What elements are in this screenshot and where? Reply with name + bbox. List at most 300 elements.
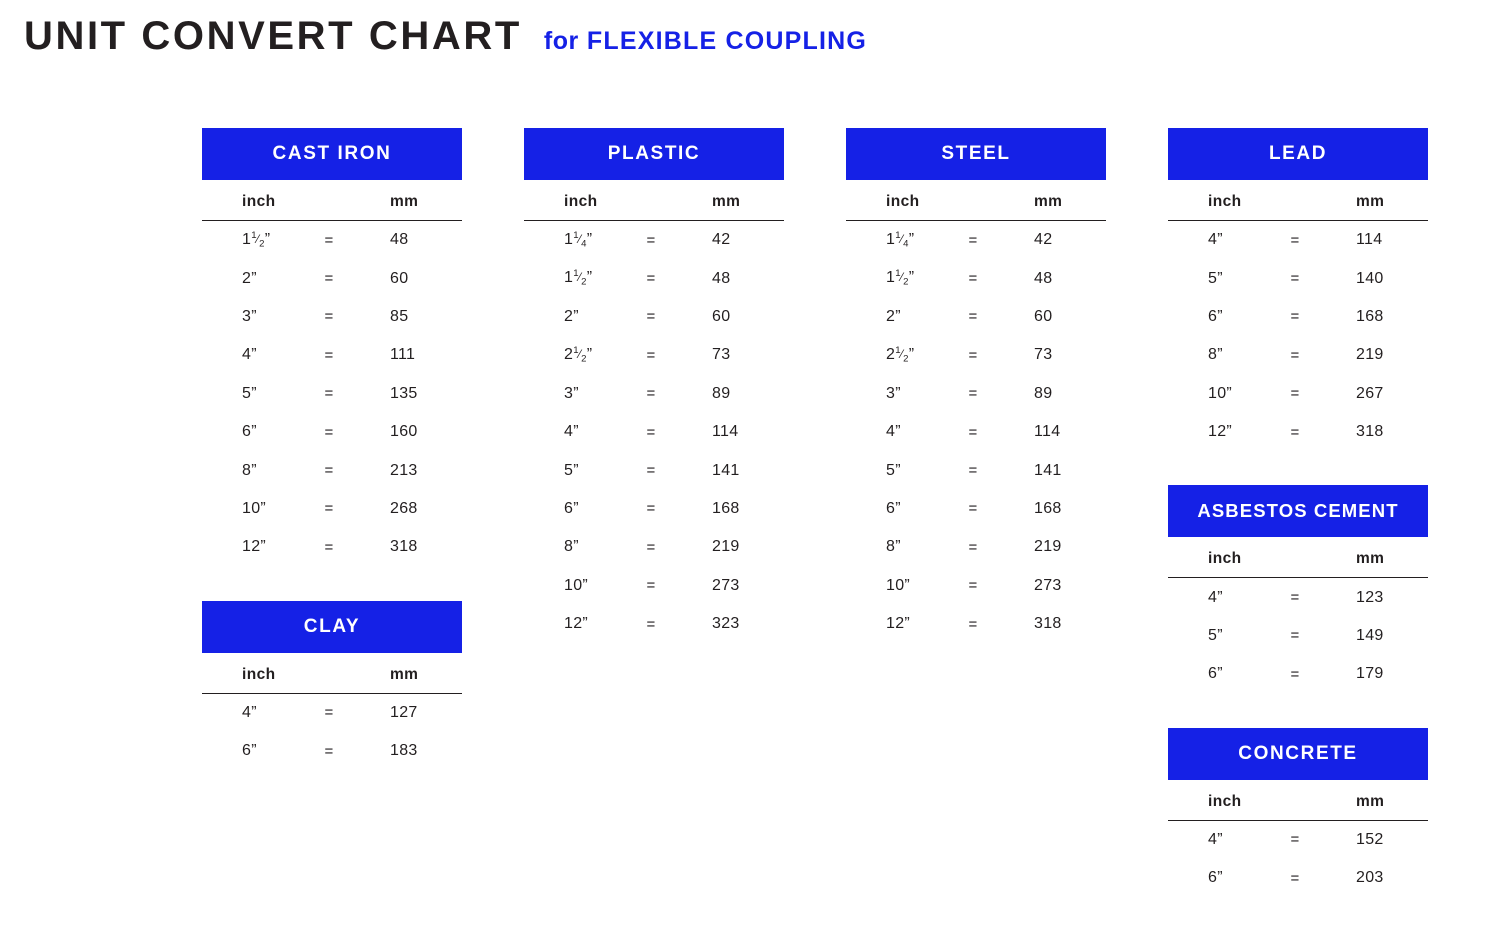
- cell-equals: =: [1290, 385, 1300, 403]
- table-row: [202, 259, 462, 297]
- cell-inch-unit: ”: [586, 345, 593, 363]
- cell-mm: 318: [1356, 423, 1384, 441]
- cell-equals: =: [968, 385, 978, 403]
- table-column-headers: [1168, 180, 1428, 221]
- table-row: [846, 221, 1106, 259]
- table-lead: [1168, 128, 1428, 451]
- cell-inch: [846, 308, 944, 326]
- table-row: [524, 298, 784, 336]
- cell-equals: =: [646, 462, 656, 480]
- cell-inch-unit: ”: [1217, 346, 1223, 364]
- table-clay: [202, 601, 462, 771]
- cell-inch-whole: 6: [242, 423, 252, 441]
- cell-mm: 85: [390, 307, 409, 325]
- cell-equals: =: [324, 346, 334, 364]
- cell-inch-whole: 2: [564, 307, 574, 325]
- page-title-main: UNIT CONVERT CHART: [24, 14, 522, 58]
- column-header-inch: inch: [886, 193, 920, 210]
- table-column-headers: [202, 653, 462, 694]
- cell-inch-fraction: $^1⁄_2$: [251, 229, 265, 249]
- cell-inch-unit: ”: [260, 538, 267, 556]
- cell-mm: 168: [712, 499, 740, 517]
- cell-equals: =: [324, 308, 334, 326]
- cell-mm: 323: [712, 615, 740, 633]
- chart-column-4: [1168, 128, 1490, 897]
- cell-mm: 267: [1356, 384, 1384, 402]
- cell-equals: =: [968, 231, 978, 249]
- cell-inch: [524, 231, 622, 250]
- cell-inch-whole: 1: [886, 230, 896, 248]
- cell-inch-unit: ”: [264, 230, 271, 248]
- cell-mm: 168: [1356, 307, 1384, 325]
- table-row: [202, 451, 462, 489]
- cell-inch-unit: ”: [573, 461, 579, 479]
- cell-inch-whole: 4: [242, 346, 252, 364]
- cell-inch-whole: 4: [1208, 830, 1218, 848]
- cell-inch-unit: ”: [1226, 384, 1233, 402]
- cell-inch-whole: 1: [564, 230, 574, 248]
- table-concrete: [1168, 728, 1428, 898]
- chart-columns: [0, 128, 1490, 897]
- cell-inch-fraction: $^1⁄_4$: [573, 229, 587, 249]
- cell-inch: [846, 385, 944, 403]
- cell-inch-whole: 5: [886, 461, 896, 479]
- cell-equals: =: [646, 615, 656, 633]
- cell-inch-unit: ”: [895, 538, 901, 556]
- cell-inch-unit: ”: [573, 384, 579, 402]
- cell-inch-unit: ”: [1226, 423, 1233, 441]
- cell-inch-whole: 8: [242, 461, 252, 479]
- cell-equals: =: [968, 270, 978, 288]
- cell-equals: =: [646, 346, 656, 364]
- cell-equals: =: [1290, 231, 1300, 249]
- table-row: [846, 298, 1106, 336]
- cell-mm: 48: [390, 231, 409, 249]
- table-row: [524, 605, 784, 643]
- table-row: [846, 528, 1106, 566]
- table-plastic: [524, 128, 784, 643]
- cell-inch: [524, 346, 622, 365]
- table-row: [524, 490, 784, 528]
- cell-inch: [1168, 589, 1266, 607]
- cell-inch-unit: ”: [573, 538, 579, 556]
- cell-inch: [524, 500, 622, 518]
- cell-inch: [202, 270, 300, 288]
- table-row: [524, 336, 784, 374]
- table-row: [1168, 821, 1428, 859]
- cell-equals: =: [646, 270, 656, 288]
- cell-mm: 219: [1356, 346, 1384, 364]
- cell-mm: 114: [1034, 423, 1061, 441]
- table-row: [524, 413, 784, 451]
- cell-inch-unit: ”: [895, 461, 901, 479]
- cell-inch-whole: 10: [242, 499, 261, 517]
- column-header-inch: inch: [242, 193, 276, 210]
- cell-mm: 273: [1034, 576, 1062, 594]
- cell-inch: [524, 269, 622, 288]
- table-row: [202, 375, 462, 413]
- cell-inch: [1168, 627, 1266, 645]
- cell-mm: 268: [390, 499, 418, 517]
- cell-inch-unit: ”: [251, 742, 257, 760]
- cell-inch: [202, 500, 300, 518]
- page-title-subtitle-for: for: [543, 27, 579, 55]
- table-column-headers: [846, 180, 1106, 221]
- column-header-inch: inch: [242, 665, 276, 683]
- table-row: [202, 413, 462, 451]
- cell-inch-whole: 12: [1208, 423, 1227, 441]
- table-row: [202, 694, 462, 732]
- cell-equals: =: [324, 462, 334, 480]
- table-steel: [846, 128, 1106, 643]
- cell-inch-unit: ”: [582, 576, 589, 594]
- cell-equals: =: [968, 423, 978, 441]
- cell-inch-unit: ”: [586, 268, 593, 286]
- cell-mm: 60: [390, 269, 409, 287]
- cell-inch: [846, 346, 944, 365]
- table-row: [1168, 336, 1428, 374]
- cell-inch: [524, 385, 622, 403]
- table-row: [1168, 259, 1428, 297]
- cell-mm: 111: [390, 346, 416, 364]
- cell-inch: [846, 269, 944, 288]
- cell-equals: =: [1290, 665, 1300, 683]
- cell-mm: 152: [1356, 830, 1384, 848]
- page-title-subtitle: [544, 27, 867, 56]
- cell-inch: [202, 231, 300, 250]
- cell-inch: [1168, 308, 1266, 326]
- cell-inch: [846, 462, 944, 480]
- cell-inch-unit: ”: [1217, 231, 1223, 249]
- table-row: [846, 605, 1106, 643]
- cell-inch-whole: 1: [886, 268, 896, 286]
- cell-equals: =: [968, 500, 978, 518]
- cell-mm: 89: [1034, 384, 1053, 402]
- cell-inch-fraction: $^1⁄_2$: [895, 344, 909, 365]
- cell-inch-unit: ”: [260, 499, 267, 517]
- cell-inch: [524, 462, 622, 480]
- cell-equals: =: [646, 538, 656, 556]
- table-row: [524, 221, 784, 259]
- cell-inch-whole: 2: [242, 269, 252, 287]
- cell-inch-whole: 2: [886, 307, 896, 325]
- cell-inch-unit: ”: [1217, 269, 1223, 287]
- cell-mm: 219: [712, 538, 740, 556]
- table-row: [846, 259, 1106, 297]
- cell-mm: 141: [712, 461, 740, 479]
- cell-inch-unit: ”: [251, 423, 257, 441]
- cell-equals: =: [1290, 423, 1300, 441]
- cell-inch-whole: 3: [564, 384, 574, 402]
- table-title: PLASTIC: [524, 128, 784, 180]
- cell-inch-whole: 10: [564, 576, 583, 594]
- cell-inch-whole: 12: [242, 538, 261, 556]
- cell-inch-unit: ”: [582, 615, 589, 633]
- cell-equals: =: [646, 231, 656, 249]
- column-header-mm: mm: [1356, 550, 1385, 568]
- cell-inch: [846, 500, 944, 518]
- cell-inch-unit: ”: [908, 345, 915, 363]
- cell-equals: =: [1290, 308, 1300, 326]
- cell-inch: [1168, 831, 1266, 849]
- table-column-headers: [524, 180, 784, 221]
- cell-equals: =: [1290, 589, 1300, 607]
- cell-inch-whole: 3: [242, 307, 252, 325]
- table-row: [524, 375, 784, 413]
- cell-inch-unit: ”: [904, 576, 911, 594]
- chart-column-2: [524, 128, 846, 897]
- column-header-mm: mm: [1356, 193, 1385, 210]
- cell-equals: =: [646, 385, 656, 403]
- cell-inch: [202, 308, 300, 326]
- table-title: ASBESTOS CEMENT: [1168, 485, 1428, 537]
- cell-inch-whole: 5: [242, 384, 252, 402]
- cell-inch-unit: ”: [251, 703, 257, 721]
- cell-mm: 42: [712, 231, 731, 249]
- table-title: CLAY: [202, 601, 462, 653]
- cell-inch: [202, 423, 300, 441]
- table-title: CAST IRON: [202, 128, 462, 180]
- cell-equals: =: [646, 308, 656, 326]
- cell-inch-unit: ”: [573, 499, 579, 517]
- table-row: [1168, 375, 1428, 413]
- cell-equals: =: [646, 500, 656, 518]
- column-header-mm: mm: [1034, 193, 1063, 210]
- chart-column-3: [846, 128, 1168, 897]
- cell-inch-whole: 3: [886, 384, 896, 402]
- column-header-mm: mm: [712, 193, 741, 210]
- cell-mm: 141: [1034, 461, 1062, 479]
- cell-inch: [202, 704, 300, 722]
- cell-inch: [846, 231, 944, 250]
- cell-inch: [202, 385, 300, 403]
- cell-inch-unit: ”: [904, 615, 911, 633]
- cell-inch-whole: 5: [564, 461, 574, 479]
- cell-equals: =: [646, 423, 656, 441]
- cell-inch-whole: 10: [1208, 384, 1227, 402]
- cell-equals: =: [968, 538, 978, 556]
- column-header-inch: inch: [1208, 550, 1242, 568]
- cell-inch-whole: 8: [564, 538, 574, 556]
- cell-inch-whole: 6: [1208, 869, 1218, 887]
- cell-inch-unit: ”: [1217, 307, 1223, 325]
- cell-mm: 149: [1356, 626, 1384, 644]
- table-row: [202, 298, 462, 336]
- cell-mm: 273: [712, 576, 740, 594]
- cell-mm: 123: [1356, 588, 1384, 606]
- cell-equals: =: [324, 231, 334, 249]
- cell-mm: 48: [1034, 269, 1053, 287]
- cell-mm: 203: [1356, 869, 1384, 887]
- cell-inch-whole: 2: [564, 345, 574, 363]
- table-row: [202, 528, 462, 566]
- cell-inch-unit: ”: [251, 346, 257, 364]
- column-header-mm: mm: [390, 665, 419, 683]
- cell-inch-whole: 1: [242, 230, 252, 248]
- cell-inch-unit: ”: [908, 268, 915, 286]
- cell-inch: [524, 538, 622, 556]
- table-row: [524, 259, 784, 297]
- table-row: [1168, 859, 1428, 897]
- cell-inch-unit: ”: [895, 307, 901, 325]
- cell-inch: [202, 742, 300, 760]
- cell-inch-unit: ”: [573, 307, 579, 325]
- table-row: [524, 567, 784, 605]
- cell-mm: 89: [712, 384, 731, 402]
- cell-inch: [1168, 869, 1266, 887]
- table-row: [1168, 578, 1428, 616]
- table-row: [524, 451, 784, 489]
- cell-inch-whole: 4: [1208, 588, 1218, 606]
- cell-inch-whole: 5: [1208, 626, 1218, 644]
- table-column-headers: [1168, 537, 1428, 578]
- cell-inch: [202, 538, 300, 556]
- column-header-inch: inch: [1208, 193, 1242, 210]
- page-title-subtitle-rest: FLEXIBLE COUPLING: [586, 27, 868, 55]
- column-header-mm: mm: [390, 193, 419, 210]
- cell-inch-unit: ”: [908, 230, 915, 248]
- cell-inch-whole: 4: [564, 423, 574, 441]
- table-row: [202, 221, 462, 259]
- table-column-headers: [202, 180, 462, 221]
- table-asbestos-cement: [1168, 485, 1428, 693]
- cell-inch-whole: 6: [242, 742, 252, 760]
- cell-inch-whole: 6: [1208, 307, 1218, 325]
- cell-inch-whole: 12: [886, 615, 905, 633]
- cell-mm: 179: [1356, 665, 1384, 683]
- cell-inch-whole: 6: [886, 499, 896, 517]
- cell-mm: 318: [390, 538, 418, 556]
- cell-inch: [524, 615, 622, 633]
- cell-mm: 114: [712, 423, 739, 441]
- cell-equals: =: [324, 538, 334, 556]
- cell-mm: 60: [1034, 307, 1053, 325]
- table-row: [846, 375, 1106, 413]
- cell-inch-unit: ”: [895, 384, 901, 402]
- cell-mm: 73: [1034, 346, 1053, 364]
- table-row: [846, 336, 1106, 374]
- column-header-mm: mm: [1356, 792, 1385, 810]
- table-row: [846, 567, 1106, 605]
- table-row: [1168, 221, 1428, 259]
- cell-inch-whole: 4: [242, 703, 252, 721]
- table-row: [1168, 655, 1428, 693]
- cell-inch: [1168, 270, 1266, 288]
- table-row: [202, 336, 462, 374]
- cell-inch-whole: 6: [1208, 665, 1218, 683]
- page-title: [24, 14, 867, 59]
- cell-equals: =: [968, 577, 978, 595]
- cell-inch-unit: ”: [895, 499, 901, 517]
- cell-inch-whole: 10: [886, 576, 905, 594]
- cell-inch-whole: 12: [564, 615, 583, 633]
- cell-inch-whole: 8: [886, 538, 896, 556]
- cell-mm: 213: [390, 461, 418, 479]
- cell-equals: =: [324, 742, 334, 760]
- table-row: [202, 732, 462, 770]
- cell-inch-unit: ”: [573, 423, 579, 441]
- table-title: STEEL: [846, 128, 1106, 180]
- cell-inch-unit: ”: [251, 461, 257, 479]
- cell-equals: =: [324, 500, 334, 518]
- cell-equals: =: [324, 704, 334, 722]
- cell-mm: 48: [712, 269, 731, 287]
- cell-equals: =: [1290, 627, 1300, 645]
- table-row: [1168, 617, 1428, 655]
- cell-equals: =: [968, 346, 978, 364]
- cell-inch-unit: ”: [586, 230, 593, 248]
- table-row: [524, 528, 784, 566]
- cell-inch: [202, 462, 300, 480]
- table-title: LEAD: [1168, 128, 1428, 180]
- cell-inch: [846, 423, 944, 441]
- cell-inch: [1168, 423, 1266, 441]
- cell-equals: =: [1290, 270, 1300, 288]
- cell-equals: =: [1290, 346, 1300, 364]
- cell-inch-unit: ”: [251, 384, 257, 402]
- cell-inch: [1168, 385, 1266, 403]
- cell-equals: =: [968, 615, 978, 633]
- cell-inch-whole: 1: [564, 268, 574, 286]
- cell-equals: =: [968, 462, 978, 480]
- cell-inch-unit: ”: [1217, 588, 1223, 606]
- cell-inch: [846, 615, 944, 633]
- cell-equals: =: [646, 577, 656, 595]
- cell-inch-unit: ”: [251, 269, 257, 287]
- chart-column-1: [202, 128, 524, 897]
- cell-inch-unit: ”: [1217, 626, 1223, 644]
- column-header-inch: inch: [1208, 792, 1242, 810]
- cell-inch-fraction: $^1⁄_2$: [895, 268, 909, 288]
- table-row: [1168, 413, 1428, 451]
- cell-inch: [524, 577, 622, 595]
- cell-inch: [846, 577, 944, 595]
- cell-mm: 140: [1356, 269, 1384, 287]
- cell-mm: 183: [390, 742, 418, 760]
- cell-inch-fraction: $^1⁄_2$: [573, 344, 587, 365]
- cell-inch-whole: 2: [886, 345, 896, 363]
- table-column-headers: [1168, 780, 1428, 821]
- cell-inch-unit: ”: [1217, 830, 1223, 848]
- cell-mm: 60: [712, 307, 731, 325]
- cell-inch-whole: 4: [1208, 231, 1218, 249]
- cell-inch-unit: ”: [1217, 869, 1223, 887]
- table-row: [1168, 298, 1428, 336]
- table-row: [846, 451, 1106, 489]
- cell-inch-unit: ”: [251, 307, 257, 325]
- cell-equals: =: [1290, 869, 1300, 887]
- cell-inch: [202, 346, 300, 364]
- table-row: [846, 413, 1106, 451]
- cell-mm: 318: [1034, 615, 1062, 633]
- cell-inch-whole: 4: [886, 423, 896, 441]
- cell-mm: 114: [1356, 231, 1383, 249]
- cell-equals: =: [324, 270, 334, 288]
- cell-mm: 160: [390, 423, 418, 441]
- cell-mm: 42: [1034, 231, 1053, 249]
- cell-inch: [846, 538, 944, 556]
- cell-mm: 135: [390, 384, 418, 402]
- column-header-inch: inch: [564, 193, 598, 210]
- cell-inch-whole: 8: [1208, 346, 1218, 364]
- cell-mm: 127: [390, 703, 418, 721]
- cell-inch-unit: ”: [1217, 665, 1223, 683]
- cell-mm: 73: [712, 346, 731, 364]
- table-title: CONCRETE: [1168, 728, 1428, 780]
- cell-equals: =: [1290, 831, 1300, 849]
- cell-inch: [524, 308, 622, 326]
- cell-inch: [1168, 346, 1266, 364]
